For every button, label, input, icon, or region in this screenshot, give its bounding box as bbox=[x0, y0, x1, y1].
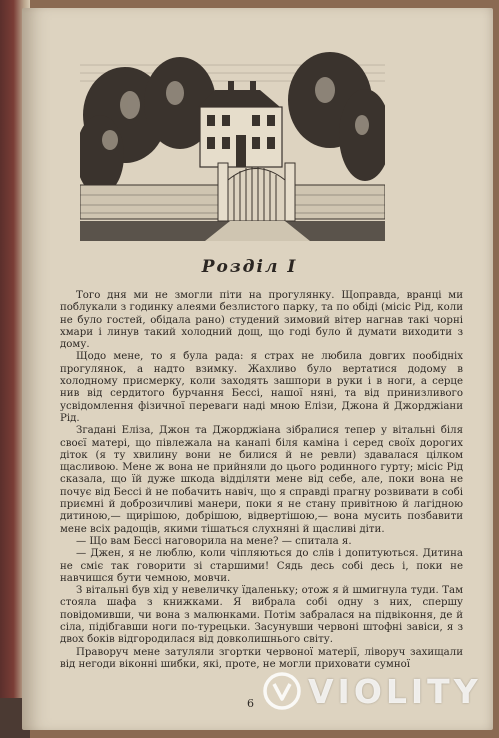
paragraph: Того дня ми не змогли піти на прогулянку. Щоправда, вранці ми поблукали з годинку алеями безлистого парку, та по обіді (місіс Рід, коли не було гостей, обідала рано) студений зимовий вітер нагнав такі чорні хмари і линув такий холодний дощ, що годі було й думати виходити з дому. bbox=[60, 290, 463, 351]
paragraph: З вітальні був хід у невеличку їдаленьку; отож я й шмигнула туди. Там стояла шафа з книжками. Я вибрала собі одну з них, спершу повідомивши, чи вона з малюнками. Потім забралася на підвіконня, де й сіла, підібгавши ноги по-турецьки. Засунувши червоні штофні завіси, я з двох боків відгородилася від довколишнього світу. bbox=[60, 585, 463, 646]
paragraph: Згадані Еліза, Джон та Джорджіана зібралися тепер у вітальні біля своєї матері, що півлежала на канапі біля каміна і серед своїх дорогих діток (я ту хвилину вони не билися й не ревли) здавалася цілком щасливою. Мене ж вона не прийняли до цього родинного гурту; місіс Рід сказала, що їй дуже шкода відділяти мене від себе, але, поки вона не почує від Бессі й не побачить навіч, що я справді прагну розвивати в собі приємні й доброзичливі манери, поки я не стану привітною й лагідною дитиною,— щирішою, добрішою, відвертішою,— вона мусить позбавити мене всіх радощів, якими тішаться слухняні й щасливі діти. bbox=[60, 425, 463, 535]
page-number: 6 bbox=[247, 697, 254, 710]
paragraph: — Що вам Бессі наговорила на мене? — спитала я. bbox=[76, 535, 352, 547]
manor-house-illustration bbox=[80, 45, 385, 241]
paragraph: Щодо мене, то я була рада: я страх не любила довгих пообідніх прогулянок, а надто взимку. Жахливо було вертатися додому в холодному присмерку, коли заходять зашпори в руки і в ноги, а серце нив від сердитого бурчання Бессі, нашої няні, та від принизливого усвідомлення фізичної переваги наді мною Елізи, Джона й Джорджіани Рід. bbox=[60, 351, 463, 424]
paragraph: Праворуч мене затуляли згортки червоної матерії, ліворуч захищали від негоди віконні шибки, які, проте, не могли приховати сумної bbox=[60, 646, 463, 670]
chapter-text bbox=[60, 290, 463, 671]
violity-watermark bbox=[262, 668, 487, 714]
violity-logo-icon bbox=[262, 671, 302, 711]
chapter-title: Розділ І bbox=[201, 257, 298, 277]
watermark-text: VIOLITY bbox=[308, 671, 482, 711]
paragraph: — Джен, я не люблю, коли чіпляються до слів і допитуються. Дитина не сміє так говорити зі старшими! Сядь десь собі десь і, поки не навчишся бути чемною, мовчи. bbox=[60, 548, 463, 584]
